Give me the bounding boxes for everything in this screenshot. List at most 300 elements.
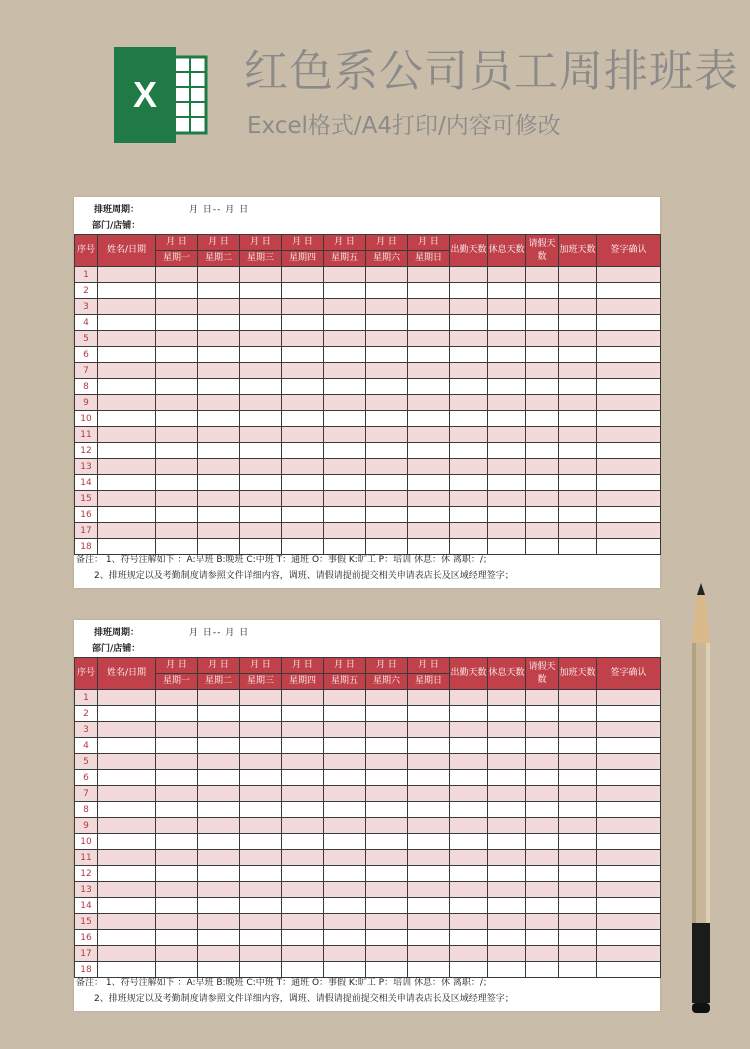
table-cell[interactable] xyxy=(559,539,597,555)
table-cell[interactable] xyxy=(156,754,198,770)
table-cell[interactable] xyxy=(450,770,488,786)
table-cell[interactable] xyxy=(488,395,526,411)
table-cell[interactable] xyxy=(559,802,597,818)
table-cell[interactable] xyxy=(282,347,324,363)
table-cell[interactable] xyxy=(526,898,559,914)
table-cell[interactable] xyxy=(282,427,324,443)
table-cell[interactable] xyxy=(559,786,597,802)
table-cell[interactable] xyxy=(488,539,526,555)
table-cell[interactable] xyxy=(597,818,661,834)
table-cell[interactable] xyxy=(324,299,366,315)
table-cell[interactable] xyxy=(198,267,240,283)
table-cell[interactable] xyxy=(282,507,324,523)
table-cell[interactable] xyxy=(597,459,661,475)
table-cell[interactable] xyxy=(98,507,156,523)
table-cell[interactable] xyxy=(408,267,450,283)
table-cell[interactable] xyxy=(559,347,597,363)
table-cell[interactable] xyxy=(366,946,408,962)
table-cell[interactable] xyxy=(282,770,324,786)
table-cell[interactable] xyxy=(408,379,450,395)
table-cell[interactable] xyxy=(198,930,240,946)
table-cell[interactable] xyxy=(156,395,198,411)
table-cell[interactable] xyxy=(408,299,450,315)
table-cell[interactable] xyxy=(559,882,597,898)
table-cell[interactable] xyxy=(366,475,408,491)
table-cell[interactable] xyxy=(324,850,366,866)
table-cell[interactable] xyxy=(98,882,156,898)
table-cell[interactable] xyxy=(198,315,240,331)
table-cell[interactable] xyxy=(526,930,559,946)
table-cell[interactable] xyxy=(240,299,282,315)
table-cell[interactable] xyxy=(559,363,597,379)
table-cell[interactable] xyxy=(559,331,597,347)
table-cell[interactable] xyxy=(324,882,366,898)
table-cell[interactable] xyxy=(198,866,240,882)
table-cell[interactable] xyxy=(559,962,597,978)
table-cell[interactable] xyxy=(240,754,282,770)
table-cell[interactable] xyxy=(559,690,597,706)
table-cell[interactable] xyxy=(450,722,488,738)
table-cell[interactable] xyxy=(98,818,156,834)
table-cell[interactable] xyxy=(526,267,559,283)
table-cell[interactable] xyxy=(488,411,526,427)
table-cell[interactable] xyxy=(488,315,526,331)
table-cell[interactable] xyxy=(597,882,661,898)
table-cell[interactable] xyxy=(156,491,198,507)
table-cell[interactable] xyxy=(240,802,282,818)
table-cell[interactable] xyxy=(559,754,597,770)
table-cell[interactable] xyxy=(366,283,408,299)
table-cell[interactable] xyxy=(408,475,450,491)
table-cell[interactable] xyxy=(526,722,559,738)
table-cell[interactable] xyxy=(282,946,324,962)
table-cell[interactable] xyxy=(198,347,240,363)
table-cell[interactable] xyxy=(156,475,198,491)
table-cell[interactable] xyxy=(450,930,488,946)
table-cell[interactable] xyxy=(156,331,198,347)
table-cell[interactable] xyxy=(597,267,661,283)
table-cell[interactable] xyxy=(240,283,282,299)
table-cell[interactable] xyxy=(98,427,156,443)
table-cell[interactable] xyxy=(597,395,661,411)
table-cell[interactable] xyxy=(98,690,156,706)
table-cell[interactable] xyxy=(366,914,408,930)
table-cell[interactable] xyxy=(526,882,559,898)
table-cell[interactable] xyxy=(282,411,324,427)
table-cell[interactable] xyxy=(324,523,366,539)
table-cell[interactable] xyxy=(366,443,408,459)
table-cell[interactable] xyxy=(488,283,526,299)
table-cell[interactable] xyxy=(156,722,198,738)
table-cell[interactable] xyxy=(282,738,324,754)
table-cell[interactable] xyxy=(450,946,488,962)
table-cell[interactable] xyxy=(450,914,488,930)
table-cell[interactable] xyxy=(198,946,240,962)
table-cell[interactable] xyxy=(488,722,526,738)
table-cell[interactable] xyxy=(156,315,198,331)
table-cell[interactable] xyxy=(282,491,324,507)
table-cell[interactable] xyxy=(240,722,282,738)
table-cell[interactable] xyxy=(559,379,597,395)
table-cell[interactable] xyxy=(450,507,488,523)
table-cell[interactable] xyxy=(408,459,450,475)
table-cell[interactable] xyxy=(488,491,526,507)
table-cell[interactable] xyxy=(240,331,282,347)
table-cell[interactable] xyxy=(408,802,450,818)
table-cell[interactable] xyxy=(526,738,559,754)
table-cell[interactable] xyxy=(366,331,408,347)
table-cell[interactable] xyxy=(282,882,324,898)
table-cell[interactable] xyxy=(597,706,661,722)
table-cell[interactable] xyxy=(366,395,408,411)
table-cell[interactable] xyxy=(98,283,156,299)
table-cell[interactable] xyxy=(366,427,408,443)
table-cell[interactable] xyxy=(488,930,526,946)
table-cell[interactable] xyxy=(450,882,488,898)
table-cell[interactable] xyxy=(488,690,526,706)
table-cell[interactable] xyxy=(366,267,408,283)
table-cell[interactable] xyxy=(408,882,450,898)
table-cell[interactable] xyxy=(488,962,526,978)
table-cell[interactable] xyxy=(408,363,450,379)
table-cell[interactable] xyxy=(98,738,156,754)
table-cell[interactable] xyxy=(98,523,156,539)
table-cell[interactable] xyxy=(488,946,526,962)
table-cell[interactable] xyxy=(366,491,408,507)
table-cell[interactable] xyxy=(282,267,324,283)
table-cell[interactable] xyxy=(240,914,282,930)
table-cell[interactable] xyxy=(597,427,661,443)
table-cell[interactable] xyxy=(98,267,156,283)
table-cell[interactable] xyxy=(597,850,661,866)
table-cell[interactable] xyxy=(597,834,661,850)
table-cell[interactable] xyxy=(366,299,408,315)
table-cell[interactable] xyxy=(198,914,240,930)
table-cell[interactable] xyxy=(282,914,324,930)
table-cell[interactable] xyxy=(526,379,559,395)
table-cell[interactable] xyxy=(526,914,559,930)
table-cell[interactable] xyxy=(488,363,526,379)
table-cell[interactable] xyxy=(408,818,450,834)
table-cell[interactable] xyxy=(324,834,366,850)
table-cell[interactable] xyxy=(156,866,198,882)
table-cell[interactable] xyxy=(366,379,408,395)
table-cell[interactable] xyxy=(240,411,282,427)
table-cell[interactable] xyxy=(450,475,488,491)
table-cell[interactable] xyxy=(488,818,526,834)
table-cell[interactable] xyxy=(240,507,282,523)
table-cell[interactable] xyxy=(526,770,559,786)
table-cell[interactable] xyxy=(597,722,661,738)
table-cell[interactable] xyxy=(488,866,526,882)
table-cell[interactable] xyxy=(488,882,526,898)
table-cell[interactable] xyxy=(324,347,366,363)
table-cell[interactable] xyxy=(324,411,366,427)
table-cell[interactable] xyxy=(408,491,450,507)
table-cell[interactable] xyxy=(156,946,198,962)
table-cell[interactable] xyxy=(198,491,240,507)
table-cell[interactable] xyxy=(240,315,282,331)
table-cell[interactable] xyxy=(324,283,366,299)
table-cell[interactable] xyxy=(526,315,559,331)
table-cell[interactable] xyxy=(526,523,559,539)
table-cell[interactable] xyxy=(597,866,661,882)
table-cell[interactable] xyxy=(324,363,366,379)
table-cell[interactable] xyxy=(240,786,282,802)
table-cell[interactable] xyxy=(488,347,526,363)
table-cell[interactable] xyxy=(324,395,366,411)
table-cell[interactable] xyxy=(324,379,366,395)
table-cell[interactable] xyxy=(559,411,597,427)
table-cell[interactable] xyxy=(450,363,488,379)
table-cell[interactable] xyxy=(597,786,661,802)
table-cell[interactable] xyxy=(559,427,597,443)
table-cell[interactable] xyxy=(597,754,661,770)
table-cell[interactable] xyxy=(597,946,661,962)
table-cell[interactable] xyxy=(526,946,559,962)
table-cell[interactable] xyxy=(282,315,324,331)
table-cell[interactable] xyxy=(324,786,366,802)
table-cell[interactable] xyxy=(282,443,324,459)
table-cell[interactable] xyxy=(408,347,450,363)
table-cell[interactable] xyxy=(282,706,324,722)
table-cell[interactable] xyxy=(408,331,450,347)
table-cell[interactable] xyxy=(526,443,559,459)
table-cell[interactable] xyxy=(408,866,450,882)
table-cell[interactable] xyxy=(98,706,156,722)
table-cell[interactable] xyxy=(450,818,488,834)
table-cell[interactable] xyxy=(98,347,156,363)
table-cell[interactable] xyxy=(240,866,282,882)
table-cell[interactable] xyxy=(198,459,240,475)
table-cell[interactable] xyxy=(450,427,488,443)
table-cell[interactable] xyxy=(559,395,597,411)
table-cell[interactable] xyxy=(156,379,198,395)
table-cell[interactable] xyxy=(324,706,366,722)
table-cell[interactable] xyxy=(282,802,324,818)
table-cell[interactable] xyxy=(408,786,450,802)
table-cell[interactable] xyxy=(98,331,156,347)
table-cell[interactable] xyxy=(366,722,408,738)
table-cell[interactable] xyxy=(488,834,526,850)
table-cell[interactable] xyxy=(597,507,661,523)
table-cell[interactable] xyxy=(597,523,661,539)
table-cell[interactable] xyxy=(597,914,661,930)
table-cell[interactable] xyxy=(98,898,156,914)
table-cell[interactable] xyxy=(526,539,559,555)
table-cell[interactable] xyxy=(366,834,408,850)
table-cell[interactable] xyxy=(98,786,156,802)
period-dates[interactable]: 月 日-- 月 日 xyxy=(189,205,250,215)
table-cell[interactable] xyxy=(324,459,366,475)
table-cell[interactable] xyxy=(98,802,156,818)
table-cell[interactable] xyxy=(408,898,450,914)
table-cell[interactable] xyxy=(240,347,282,363)
table-cell[interactable] xyxy=(597,315,661,331)
table-cell[interactable] xyxy=(98,363,156,379)
table-cell[interactable] xyxy=(98,770,156,786)
table-cell[interactable] xyxy=(98,930,156,946)
table-cell[interactable] xyxy=(98,946,156,962)
table-cell[interactable] xyxy=(450,738,488,754)
table-cell[interactable] xyxy=(156,523,198,539)
table-cell[interactable] xyxy=(488,299,526,315)
table-cell[interactable] xyxy=(156,443,198,459)
table-cell[interactable] xyxy=(597,962,661,978)
table-cell[interactable] xyxy=(198,475,240,491)
table-cell[interactable] xyxy=(198,834,240,850)
table-cell[interactable] xyxy=(408,523,450,539)
table-cell[interactable] xyxy=(240,427,282,443)
table-cell[interactable] xyxy=(366,738,408,754)
table-cell[interactable] xyxy=(198,722,240,738)
table-cell[interactable] xyxy=(324,754,366,770)
table-cell[interactable] xyxy=(597,770,661,786)
table-cell[interactable] xyxy=(282,722,324,738)
table-cell[interactable] xyxy=(450,866,488,882)
table-cell[interactable] xyxy=(559,898,597,914)
table-cell[interactable] xyxy=(282,379,324,395)
table-cell[interactable] xyxy=(282,475,324,491)
table-cell[interactable] xyxy=(450,706,488,722)
table-cell[interactable] xyxy=(559,914,597,930)
table-cell[interactable] xyxy=(450,523,488,539)
table-cell[interactable] xyxy=(282,283,324,299)
table-cell[interactable] xyxy=(450,267,488,283)
table-cell[interactable] xyxy=(98,866,156,882)
table-cell[interactable] xyxy=(156,299,198,315)
table-cell[interactable] xyxy=(98,491,156,507)
table-cell[interactable] xyxy=(488,379,526,395)
period-dates[interactable]: 月 日-- 月 日 xyxy=(189,628,250,638)
table-cell[interactable] xyxy=(408,850,450,866)
table-cell[interactable] xyxy=(198,706,240,722)
table-cell[interactable] xyxy=(526,866,559,882)
table-cell[interactable] xyxy=(597,539,661,555)
table-cell[interactable] xyxy=(526,962,559,978)
table-cell[interactable] xyxy=(526,834,559,850)
table-cell[interactable] xyxy=(450,347,488,363)
table-cell[interactable] xyxy=(98,411,156,427)
table-cell[interactable] xyxy=(450,690,488,706)
table-cell[interactable] xyxy=(559,315,597,331)
table-cell[interactable] xyxy=(198,898,240,914)
table-cell[interactable] xyxy=(559,834,597,850)
table-cell[interactable] xyxy=(450,379,488,395)
table-cell[interactable] xyxy=(366,818,408,834)
table-cell[interactable] xyxy=(488,738,526,754)
table-cell[interactable] xyxy=(408,834,450,850)
table-cell[interactable] xyxy=(198,770,240,786)
table-cell[interactable] xyxy=(488,507,526,523)
table-cell[interactable] xyxy=(282,363,324,379)
table-cell[interactable] xyxy=(324,914,366,930)
table-cell[interactable] xyxy=(282,866,324,882)
table-cell[interactable] xyxy=(198,395,240,411)
table-cell[interactable] xyxy=(559,507,597,523)
table-cell[interactable] xyxy=(488,850,526,866)
table-cell[interactable] xyxy=(282,930,324,946)
table-cell[interactable] xyxy=(198,850,240,866)
table-cell[interactable] xyxy=(526,395,559,411)
table-cell[interactable] xyxy=(450,459,488,475)
table-cell[interactable] xyxy=(450,315,488,331)
table-cell[interactable] xyxy=(366,850,408,866)
table-cell[interactable] xyxy=(450,283,488,299)
table-cell[interactable] xyxy=(559,267,597,283)
table-cell[interactable] xyxy=(156,914,198,930)
table-cell[interactable] xyxy=(450,754,488,770)
table-cell[interactable] xyxy=(450,491,488,507)
table-cell[interactable] xyxy=(282,754,324,770)
table-cell[interactable] xyxy=(324,331,366,347)
table-cell[interactable] xyxy=(559,443,597,459)
table-cell[interactable] xyxy=(324,802,366,818)
table-cell[interactable] xyxy=(450,331,488,347)
table-cell[interactable] xyxy=(198,427,240,443)
table-cell[interactable] xyxy=(597,411,661,427)
table-cell[interactable] xyxy=(198,690,240,706)
table-cell[interactable] xyxy=(240,523,282,539)
table-cell[interactable] xyxy=(240,898,282,914)
table-cell[interactable] xyxy=(98,850,156,866)
table-cell[interactable] xyxy=(488,523,526,539)
table-cell[interactable] xyxy=(240,267,282,283)
table-cell[interactable] xyxy=(198,299,240,315)
table-cell[interactable] xyxy=(240,706,282,722)
table-cell[interactable] xyxy=(488,267,526,283)
table-cell[interactable] xyxy=(282,299,324,315)
table-cell[interactable] xyxy=(282,786,324,802)
table-cell[interactable] xyxy=(488,443,526,459)
table-cell[interactable] xyxy=(559,946,597,962)
table-cell[interactable] xyxy=(526,706,559,722)
table-cell[interactable] xyxy=(156,363,198,379)
table-cell[interactable] xyxy=(408,690,450,706)
table-cell[interactable] xyxy=(98,722,156,738)
table-cell[interactable] xyxy=(324,507,366,523)
table-cell[interactable] xyxy=(488,331,526,347)
table-cell[interactable] xyxy=(366,459,408,475)
table-cell[interactable] xyxy=(450,411,488,427)
table-cell[interactable] xyxy=(559,930,597,946)
table-cell[interactable] xyxy=(366,866,408,882)
table-cell[interactable] xyxy=(240,363,282,379)
table-cell[interactable] xyxy=(156,738,198,754)
table-cell[interactable] xyxy=(156,882,198,898)
table-cell[interactable] xyxy=(597,491,661,507)
table-cell[interactable] xyxy=(324,866,366,882)
table-cell[interactable] xyxy=(324,427,366,443)
table-cell[interactable] xyxy=(198,754,240,770)
table-cell[interactable] xyxy=(408,738,450,754)
table-cell[interactable] xyxy=(450,299,488,315)
table-cell[interactable] xyxy=(198,411,240,427)
table-cell[interactable] xyxy=(98,299,156,315)
table-cell[interactable] xyxy=(526,459,559,475)
table-cell[interactable] xyxy=(366,507,408,523)
table-cell[interactable] xyxy=(156,786,198,802)
table-cell[interactable] xyxy=(240,882,282,898)
table-cell[interactable] xyxy=(366,347,408,363)
table-cell[interactable] xyxy=(324,722,366,738)
table-cell[interactable] xyxy=(597,443,661,459)
table-cell[interactable] xyxy=(324,491,366,507)
table-cell[interactable] xyxy=(366,754,408,770)
table-cell[interactable] xyxy=(597,379,661,395)
table-cell[interactable] xyxy=(324,738,366,754)
table-cell[interactable] xyxy=(324,690,366,706)
